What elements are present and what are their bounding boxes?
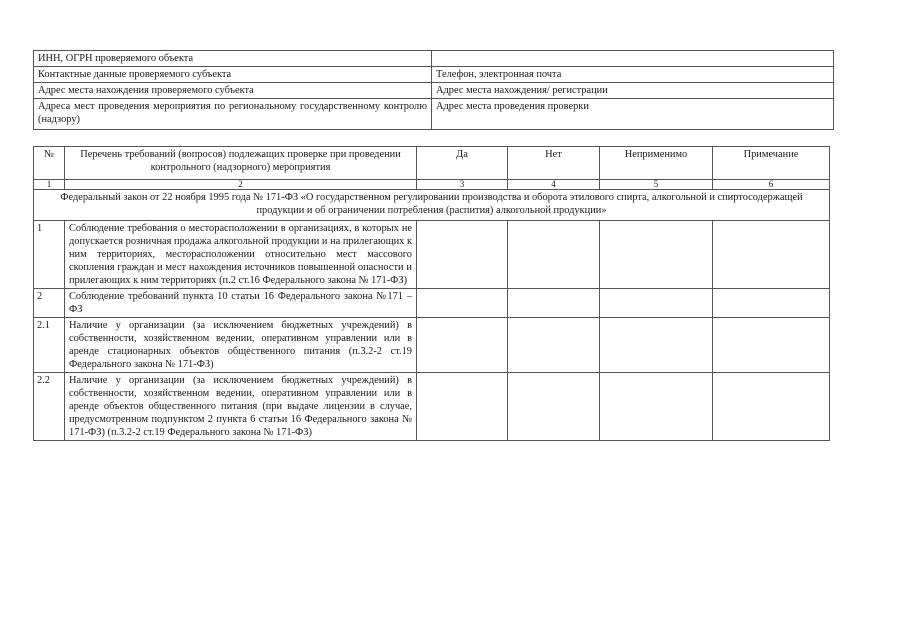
table-row (34, 373, 830, 441)
header-yes: Да (417, 147, 508, 180)
law-title: Федеральный закон от 22 ноября 1995 года № 171-ФЗ «О государственном регулировании производства и оборота этилового спирта, алкогольной и спиртосодержащей продукции и об ограничении потребления (распития) алкогольной продукции» (34, 190, 830, 221)
table-row (34, 221, 830, 289)
item-number: 2.1 (34, 318, 65, 373)
info-label: Контактные данные проверяемого субъекта (34, 67, 432, 83)
info-value (432, 51, 834, 67)
info-value: Адрес места проведения проверки (432, 99, 834, 130)
answer-na-cell[interactable] (600, 373, 713, 441)
law-title-row (34, 190, 830, 221)
item-requirement: Наличие у организации (за исключением бюджетных учреждений) в собственности, хозяйственном ведении, оперативном управлении или в аренде стационарных объектов общественного питания (п.3.2-2 ст.19 Федерального закона № 171-ФЗ) (65, 318, 417, 373)
table-row (34, 318, 830, 373)
answer-yes-cell[interactable] (417, 373, 508, 441)
header-number: № (34, 147, 65, 180)
column-number: 2 (65, 180, 417, 190)
answer-yes-cell[interactable] (417, 318, 508, 373)
answer-no-cell[interactable] (508, 373, 600, 441)
info-row (34, 67, 834, 83)
inspected-object-info-table (33, 50, 834, 130)
note-cell[interactable] (713, 289, 830, 318)
checklist-table (33, 146, 830, 441)
item-number: 2.2 (34, 373, 65, 441)
note-cell[interactable] (713, 221, 830, 289)
header-not-applicable: Неприменимо (600, 147, 713, 180)
info-value: Телефон, электронная почта (432, 67, 834, 83)
header-requirement: Перечень требований (вопросов) подлежащих проверке при проведении контрольного (надзорного) мероприятия (65, 147, 417, 180)
item-requirement: Соблюдение требований пункта 10 статьи 16 Федерального закона №171 – ФЗ (65, 289, 417, 318)
item-requirement: Наличие у организации (за исключением бюджетных учреждений) в собственности, хозяйственном ведении, оперативном управлении или в аренде объектов общественного питания (при выдаче лицензии в случае, предусмотренном подпунктом 2 пункта 6 статьи 16 Федерального закона № 171-ФЗ) (п.3.2-2 ст.19 Федерального закона № 171-ФЗ) (65, 373, 417, 441)
info-value: Адрес места нахождения/ регистрации (432, 83, 834, 99)
header-no: Нет (508, 147, 600, 180)
info-label: Адреса мест проведения мероприятия по региональному государственному контролю (надзору) (34, 99, 432, 130)
header-note: Примечание (713, 147, 830, 180)
answer-yes-cell[interactable] (417, 289, 508, 318)
item-number: 1 (34, 221, 65, 289)
answer-yes-cell[interactable] (417, 221, 508, 289)
info-label: Адрес места нахождения проверяемого субъекта (34, 83, 432, 99)
answer-no-cell[interactable] (508, 221, 600, 289)
table-row (34, 289, 830, 318)
note-cell[interactable] (713, 318, 830, 373)
answer-na-cell[interactable] (600, 289, 713, 318)
info-row (34, 51, 834, 67)
info-row (34, 99, 834, 130)
info-label: ИНН, ОГРН проверяемого объекта (34, 51, 432, 67)
answer-na-cell[interactable] (600, 318, 713, 373)
column-number: 6 (713, 180, 830, 190)
note-cell[interactable] (713, 373, 830, 441)
checklist-header-row (34, 147, 830, 180)
item-number: 2 (34, 289, 65, 318)
answer-no-cell[interactable] (508, 318, 600, 373)
column-number: 3 (417, 180, 508, 190)
answer-na-cell[interactable] (600, 221, 713, 289)
item-requirement: Соблюдение требования о месторасположении в организациях, в которых не допускается розничная продажа алкогольной продукции и на прилегающих к ним территориях, месторасположении относительно мест массового скопления граждан и мест нахождения источников повышенной опасности и прилегающих к ним территориях (п.2 ст.16 Федерального закона № 171-ФЗ) (65, 221, 417, 289)
column-number: 4 (508, 180, 600, 190)
column-number: 1 (34, 180, 65, 190)
column-number-row (34, 180, 830, 190)
info-row (34, 83, 834, 99)
answer-no-cell[interactable] (508, 289, 600, 318)
column-number: 5 (600, 180, 713, 190)
